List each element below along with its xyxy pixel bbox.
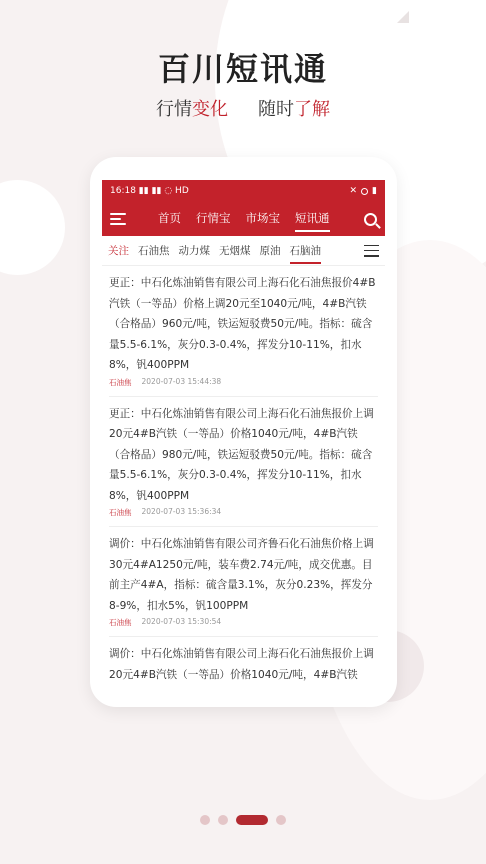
news-text: 调价：中石化炼油销售有限公司上海石化石油焦报价上调20元4#B汽铁（一等品）价格1040元/吨，4#B汽铁	[109, 648, 374, 681]
app-header	[102, 180, 385, 236]
category-bar	[102, 236, 385, 266]
menu-icon[interactable]	[110, 213, 126, 225]
tagline	[0, 95, 486, 121]
battery-icon-small: ▮	[372, 186, 377, 196]
category-tab-3[interactable]: 无烟煤	[219, 245, 251, 257]
phone-mockup	[90, 157, 397, 707]
page-dot-0[interactable]	[200, 815, 210, 825]
news-tag[interactable]: 石油焦	[109, 618, 132, 627]
news-item[interactable]	[109, 527, 378, 637]
news-time: 2020-07-03 15:36:34	[141, 507, 222, 516]
category-tab-5[interactable]: 石脑油	[289, 245, 321, 257]
news-text: 调价：中石化炼油销售有限公司齐鲁石化石油焦价格上调30元4#A1250元/吨，装车费2.74元/吨，成交优惠。目前主产4#A，指标：硫含量3.1%，灰分0.23%，挥发分8-9%，扣水5%，钒100PPM	[109, 538, 374, 612]
news-list	[102, 266, 385, 685]
category-tab-4[interactable]: 原油	[259, 245, 281, 257]
news-meta	[109, 507, 378, 518]
news-text: 更正：中石化炼油销售有限公司上海石化石油焦报价4#B汽铁（一等品）价格上调20元至1040元/吨，4#B汽铁（合格品）960元/吨，铁运短驳费50元/吨。指标：硫含量5.5-6.1%，灰分0.3-0.4%，挥发分10-11%，扣水8%，钒400PPM	[109, 277, 376, 371]
news-tag[interactable]: 石油焦	[109, 508, 132, 517]
app-nav	[102, 202, 385, 236]
background-circle-left	[0, 180, 65, 275]
news-meta	[109, 377, 378, 388]
news-item[interactable]	[109, 266, 378, 397]
news-meta	[109, 617, 378, 628]
category-list	[108, 243, 330, 258]
page-dot-2[interactable]	[236, 815, 268, 825]
category-tab-1[interactable]: 石油焦	[138, 245, 170, 257]
news-time: 2020-07-03 15:44:38	[141, 376, 222, 386]
system-status-bar	[0, 0, 486, 34]
wifi-icon	[367, 10, 387, 24]
nav-tab-1[interactable]: 行情宝	[196, 210, 231, 225]
page-dot-3[interactable]	[276, 815, 286, 825]
search-icon[interactable]	[364, 213, 377, 226]
app-status-left: 16:18 ▮▮ ▮▮ ◌ HD	[110, 186, 189, 196]
phone-screen	[102, 180, 385, 685]
news-tag[interactable]: 石油焦	[109, 377, 132, 387]
category-tab-2[interactable]: 动力煤	[178, 245, 210, 257]
alarm-icon	[361, 188, 368, 195]
nav-tab-3[interactable]: 短讯通	[295, 210, 330, 229]
tagline-part-2: 随时了解	[258, 99, 330, 120]
category-tab-0[interactable]: 关注	[108, 245, 129, 257]
nav-tabs	[158, 210, 356, 229]
news-item[interactable]	[109, 397, 378, 528]
app-status-bar	[102, 180, 385, 202]
news-time: 2020-07-03 15:30:54	[141, 617, 222, 626]
system-time: 8:21	[438, 7, 472, 26]
news-text: 更正：中石化炼油销售有限公司上海石化石油焦报价上调20元4#B汽铁（一等品）价格1040元/吨，4#B汽铁（合格品）980元/吨，铁运短驳费50元/吨。指标：硫含量5.5-6.1%，灰分0.3-0.4%，挥发分10-11%，扣水8%，钒400PPM	[109, 407, 374, 502]
page-indicator	[0, 815, 486, 825]
page-dot-1[interactable]	[218, 815, 228, 825]
headline: 百川短讯通	[157, 50, 328, 88]
tagline-part-1: 行情变化	[156, 99, 228, 120]
news-item[interactable]	[109, 637, 378, 685]
battery-icon	[419, 9, 429, 26]
nav-tab-0[interactable]: 首页	[158, 210, 181, 225]
list-icon[interactable]	[364, 245, 379, 257]
vibrate-icon: ✕	[349, 186, 358, 196]
nav-tab-2[interactable]: 市场宝	[245, 210, 280, 225]
signal-icon	[397, 11, 409, 23]
